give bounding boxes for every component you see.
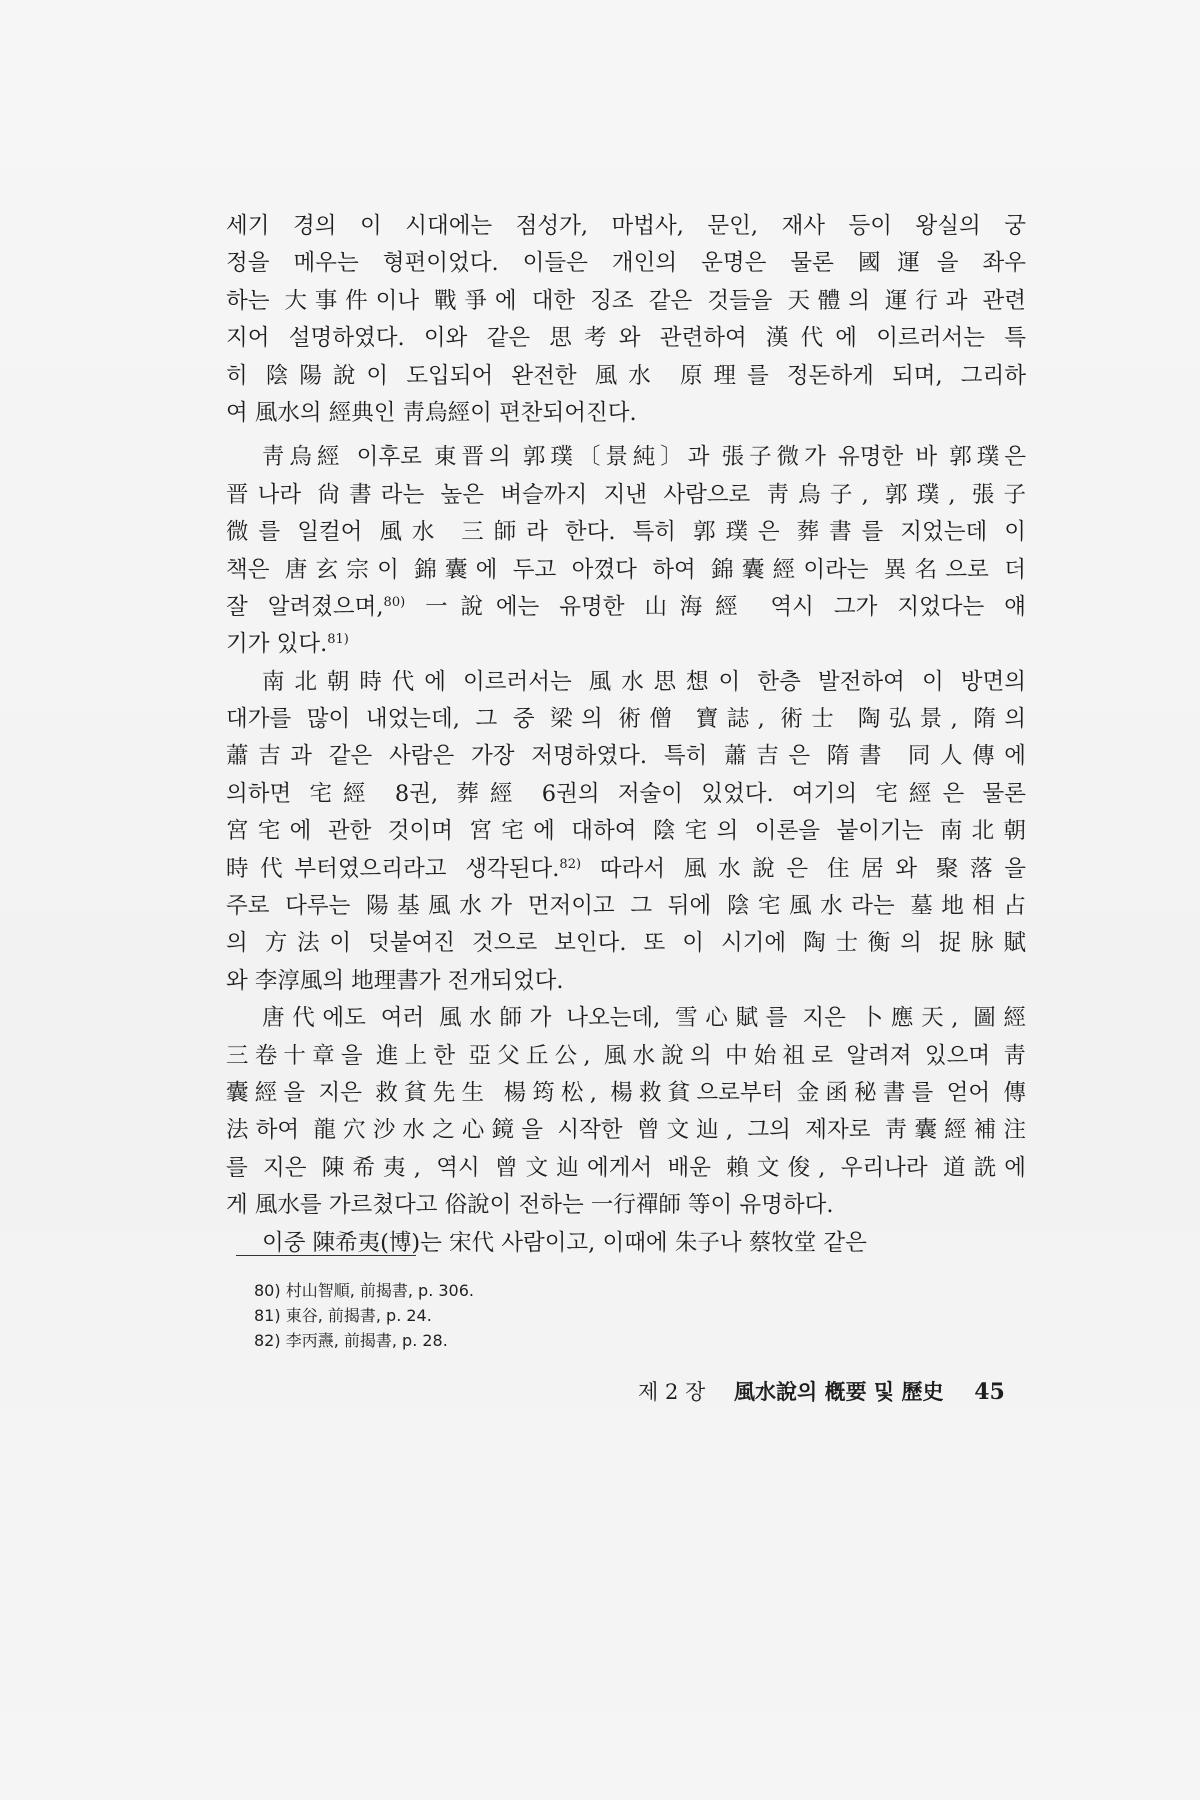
paragraph-1 bbox=[226, 208, 1026, 432]
section-title: 風水說의 槪要 및 歷史 bbox=[733, 1379, 944, 1404]
text-line: 宮宅에 관한 것이며 宮宅에 대하여 陰宅의 이론을 붙이기는 南北朝 bbox=[226, 818, 1026, 845]
text-line: 靑烏經 이후로 東晋의 郭璞〔景純〕과 張子微가 유명한 바 郭璞은 bbox=[262, 444, 1026, 471]
text-line: 南北朝時代에 이르러서는 風水思想이 한층 발전하여 이 방면의 bbox=[262, 668, 1026, 695]
footnote-rule bbox=[236, 1255, 416, 1256]
chapter-label: 제 2 장 bbox=[638, 1380, 706, 1404]
paragraph-2 bbox=[226, 439, 1026, 663]
body-text bbox=[226, 208, 1026, 1262]
text-line: 게 風水를 가르쳤다고 俗說이 전하는 一行禪師 等이 유명하다. bbox=[226, 1192, 834, 1219]
text-line: 세기 경의 이 시대에는 점성가, 마법사, 문인, 재사 등이 왕실의 궁 bbox=[226, 213, 1026, 239]
text-line: 책은 唐玄宗이 錦囊에 두고 아꼈다 하여 錦囊經이라는 異名으로 더 bbox=[226, 556, 1026, 583]
paragraph-4 bbox=[226, 1000, 1026, 1224]
footnote-ref[interactable]: 81) bbox=[327, 632, 349, 648]
text-line: 여 風水의 經典인 靑烏經이 편찬되어진다. bbox=[226, 399, 637, 426]
text-line: 囊經을 지은 救貧先生 楊筠松, 楊救貧으로부터 金函秘書를 얻어 傳 bbox=[226, 1079, 1026, 1106]
text-line: 히 陰陽說이 도입되어 완전한 風水 原理를 정돈하게 되며, 그리하 bbox=[226, 362, 1026, 389]
text-line: 時代부터였으리라고 생각된다.$^{82)}$ 따라서 風水說은 住居와 聚落을 bbox=[226, 855, 1026, 882]
text-line: 잘 알려졌으며,$^{80)}$ 一說에는 유명한 山海經 역시 그가 지었다는 얘 bbox=[226, 593, 1026, 620]
text-line: 唐代에도 여러 風水師가 나오는데, 雪心賦를 지은 卜應天, 圖經 bbox=[262, 1005, 1026, 1032]
page-number: 45 bbox=[974, 1379, 1005, 1405]
text-line: 정을 메우는 형편이었다. 이들은 개인의 운명은 물론 國運을 좌우 bbox=[226, 250, 1026, 277]
text-line: 의 方法이 덧붙여진 것으로 보인다. 또 이 시기에 陶士衡의 捉脉賦 bbox=[226, 930, 1026, 957]
text-line: 대가를 많이 내었는데, 그 중 梁의 術僧 寶誌, 術士 陶弘景, 隋의 bbox=[226, 706, 1026, 733]
footnote-ref[interactable]: 80) bbox=[383, 594, 406, 610]
text-line: 하는 大事件이나 戰爭에 대한 징조 같은 것들을 天體의 運行과 관련 bbox=[226, 287, 1026, 314]
text-line: 와 李淳風의 地理書가 전개되었다. bbox=[226, 967, 564, 994]
footnotes bbox=[254, 1278, 754, 1353]
text-line: 의하면 宅經 8권, 葬經 6권의 저술이 있었다. 여기의 宅經은 물론 bbox=[226, 780, 1026, 807]
running-footer bbox=[638, 1376, 1005, 1406]
text-line: 三卷十章을 進上한 亞父丘公, 風水說의 中始祖로 알려져 있으며 靑 bbox=[226, 1042, 1026, 1069]
text-line: 를 지은 陳希夷, 역시 曾文辿에게서 배운 賴文俊, 우리나라 道詵에 bbox=[226, 1154, 1026, 1181]
text-line: 法하여 龍穴沙水之心鏡을 시작한 曾文辿, 그의 제자로 靑囊經補注 bbox=[226, 1117, 1026, 1144]
paragraph-3 bbox=[226, 664, 1026, 1001]
footnote-81: 81) 東谷, 前揭書, p. 24. bbox=[254, 1306, 432, 1325]
footnote-ref[interactable]: 82) bbox=[559, 856, 582, 872]
text-line: 晋나라 尙書라는 높은 벼슬까지 지낸 사람으로 靑烏子, 郭璞, 張子 bbox=[226, 481, 1026, 508]
text-line: 微를 일컬어 風水 三師라 한다. 특히 郭璞은 葬書를 지었는데 이 bbox=[226, 519, 1026, 546]
text-line: 기가 있다.$^{81)}$ bbox=[226, 631, 349, 658]
footnote-82: 82) 李丙燾, 前揭書, p. 28. bbox=[254, 1331, 448, 1350]
text-line: 蕭吉과 같은 사람은 가장 저명하였다. 특히 蕭吉은 隋書 同人傳에 bbox=[226, 743, 1026, 770]
text-line: 주로 다루는 陽基風水가 먼저이고 그 뒤에 陰宅風水라는 墓地相占 bbox=[226, 893, 1026, 920]
text-line: 이중 陳希夷(博)는 宋代 사람이고, 이때에 朱子나 蔡牧堂 같은 bbox=[262, 1229, 867, 1256]
text-line: 지어 설명하였다. 이와 같은 思考와 관련하여 漢代에 이르러서는 특 bbox=[226, 325, 1026, 352]
paragraph-5 bbox=[226, 1225, 1026, 1262]
footnote-80: 80) 村山智順, 前揭書, p. 306. bbox=[254, 1281, 474, 1300]
